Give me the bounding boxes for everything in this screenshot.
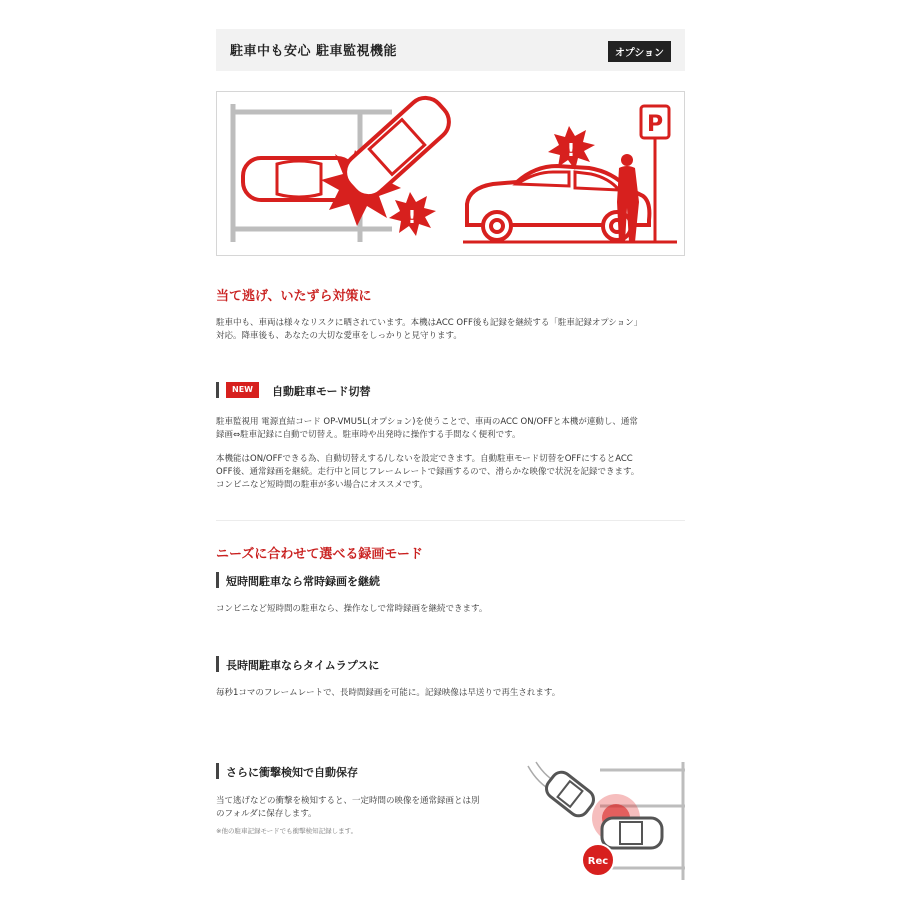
impact-heading-label: さらに衝撃検知で自動保存 xyxy=(226,766,358,779)
long-parking-heading xyxy=(216,656,516,672)
warning-burst-icon-left xyxy=(389,192,436,236)
option-badge: オプション xyxy=(608,41,671,62)
heading-bar xyxy=(216,656,219,672)
new-badge: NEW xyxy=(226,382,259,398)
impact-body-line2: のフォルダに保存します。 xyxy=(216,809,317,819)
heading-bar xyxy=(216,382,219,398)
auto-mode-heading xyxy=(216,382,516,398)
svg-text:P: P xyxy=(646,112,664,137)
short-parking-heading xyxy=(216,572,516,588)
svg-text:!: ! xyxy=(407,207,417,228)
hit-and-run-body-line2: 対応。降車後も、あなたの大切な愛車をしっかりと見守ります。 xyxy=(216,331,462,341)
rec-badge xyxy=(582,844,614,876)
modes-heading: ニーズに合わせて選べる録画モード xyxy=(216,547,423,562)
impact-heading xyxy=(216,763,506,779)
heading-bar xyxy=(216,572,219,588)
moving-car-icon xyxy=(542,768,597,820)
heading-bar xyxy=(216,763,219,779)
long-parking-body: 毎秒1コマのフレームレートで、長時間録画を可能に。記録映像は早送りで再生されます。 xyxy=(216,688,561,698)
impact-note: ※他の駐車記録モードでも衝撃検知記録します。 xyxy=(216,827,358,835)
short-parking-body: コンビニなど短時間の駐車なら、操作なしで常時録画を継続できます。 xyxy=(216,604,488,614)
long-parking-heading-label: 長時間駐車ならタイムラプスに xyxy=(226,659,380,672)
auto-mode-para1-line2: 録画⇔駐車記録に自動で切替え。駐車時や出発時に操作する手間なく便利です。 xyxy=(216,430,521,440)
parked-car-small-icon xyxy=(602,818,662,848)
short-parking-heading-label: 短時間駐車なら常時録画を継続 xyxy=(226,575,380,588)
warning-burst-icon-right xyxy=(548,126,595,170)
svg-text:!: ! xyxy=(566,140,576,161)
svg-text:Rec: Rec xyxy=(587,856,609,867)
section-header xyxy=(216,29,685,71)
hit-and-run-heading: 当て逃げ、いたずら対策に xyxy=(216,289,372,304)
auto-mode-para2-line3: コンビニなど短時間の駐車が多い場合にオススメです。 xyxy=(216,480,428,490)
impact-body-line1: 当て逃げなどの衝撃を検知すると、一定時間の映像を通常録画とは別 xyxy=(216,796,480,806)
auto-mode-para2-line1: 本機能はON/OFFできる為、自動切替えする/しないを設定できます。自動駐車モード切替をOFFにするとACC xyxy=(216,454,633,464)
impact-illustration xyxy=(522,758,687,880)
section-divider xyxy=(216,520,685,521)
page-title: 駐車中も安心 駐車監視機能 xyxy=(230,44,398,59)
impact-scene-graphic xyxy=(522,758,687,880)
parking-illustration xyxy=(216,91,685,256)
auto-mode-heading-label: 自動駐車モード切替 xyxy=(272,385,371,398)
auto-mode-para2-line2: OFF後、通常録画を継続。走行中と同じフレームレートで録画するので、滑らかな映像で状況を記録できます。 xyxy=(216,467,640,477)
hit-and-run-body-line1: 駐車中も、車両は様々なリスクに晒されています。本機はACC OFF後も記録を継続する「駐車記録オプション」 xyxy=(216,318,643,328)
auto-mode-para1-line1: 駐車監視用 電源直結コード OP-VMU5L(オプション)を使うことで、車両のACC ON/OFFと本機が連動し、通常 xyxy=(216,417,638,427)
parking-scene-graphic xyxy=(217,92,685,256)
